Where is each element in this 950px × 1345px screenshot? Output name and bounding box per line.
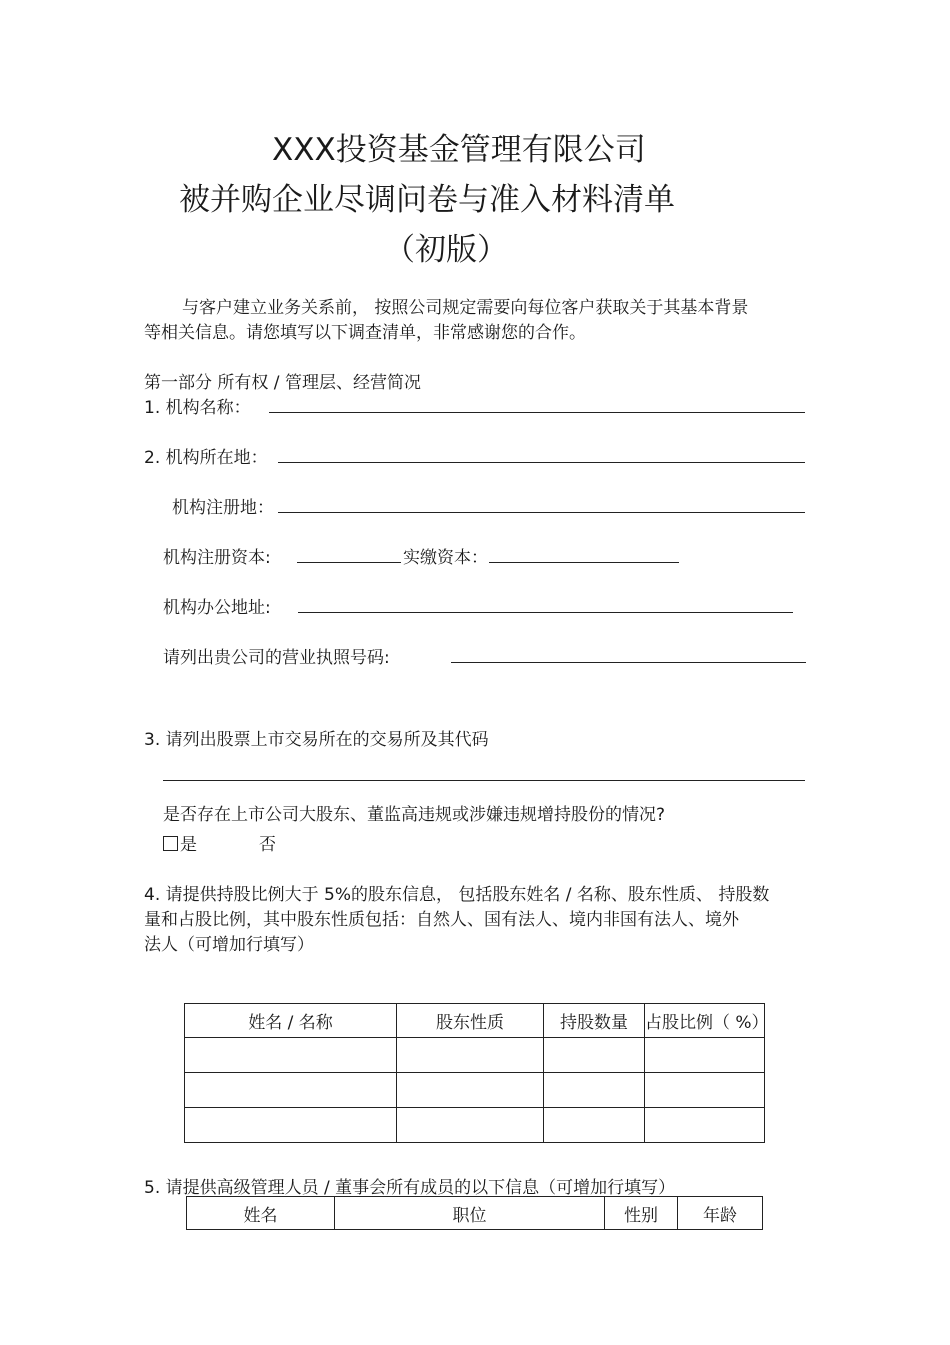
intro-line-2: 等相关信息。请您填写以下调查清单，非常感谢您的合作。 xyxy=(144,323,586,343)
table-cell[interactable] xyxy=(185,1038,397,1073)
q2-label: 2. 机构所在地： xyxy=(144,448,268,468)
reg-capital-label: 机构注册资本: xyxy=(163,548,271,568)
header-gender: 性别 xyxy=(605,1197,678,1230)
q4-line-2: 量和占股比例，其中股东性质包括：自然人、国有法人、境内非国有法人、境外 xyxy=(144,910,739,930)
table-header-row xyxy=(185,1004,765,1038)
table-cell[interactable] xyxy=(185,1073,397,1108)
table-cell[interactable] xyxy=(645,1038,765,1073)
management-table xyxy=(186,1196,763,1230)
reg-place-label: 机构注册地： xyxy=(172,498,274,518)
q5-label: 5. 请提供高级管理人员 / 董事会所有成员的以下信息（可增加行填写） xyxy=(144,1178,676,1198)
table-cell[interactable] xyxy=(397,1108,544,1143)
header-ratio: 占股比例（ %） xyxy=(645,1004,765,1038)
violation-question: 是否存在上市公司大股东、董监高违规或涉嫌违规增持股份的情况? xyxy=(163,805,666,825)
header-position: 职位 xyxy=(335,1197,605,1230)
license-answer-line[interactable] xyxy=(451,662,806,663)
q4-line-1: 4. 请提供持股比例大于 5%的股东信息， 包括股东姓名 / 名称、股东性质、 持股数 xyxy=(144,885,770,905)
table-cell[interactable] xyxy=(645,1108,765,1143)
option-yes[interactable] xyxy=(163,830,197,855)
yes-checkbox[interactable] xyxy=(163,836,178,851)
office-answer-line[interactable] xyxy=(298,612,793,613)
reg-capital-answer-line[interactable] xyxy=(297,562,401,563)
title-company: XXX投资基金管理有限公司 xyxy=(272,132,646,168)
table-cell[interactable] xyxy=(397,1073,544,1108)
table-cell[interactable] xyxy=(544,1073,645,1108)
section-heading: 第一部分 所有权 / 管理层、经营简况 xyxy=(144,373,421,393)
option-yes-label: 是 xyxy=(180,835,197,855)
paid-capital-label: 实缴资本： xyxy=(403,548,488,568)
q3-label: 3. 请列出股票上市交易所在的交易所及其代码 xyxy=(144,730,489,750)
table-row xyxy=(185,1038,765,1073)
header-name: 姓名 / 名称 xyxy=(185,1004,397,1038)
license-label: 请列出贵公司的营业执照号码: xyxy=(163,648,390,668)
table-row xyxy=(185,1108,765,1143)
table-cell[interactable] xyxy=(544,1038,645,1073)
table-cell[interactable] xyxy=(185,1108,397,1143)
table-cell[interactable] xyxy=(397,1038,544,1073)
header-shares: 持股数量 xyxy=(544,1004,645,1038)
title-version: （初版） xyxy=(384,232,508,268)
q1-label: 1. 机构名称： xyxy=(144,398,251,418)
header-age: 年龄 xyxy=(678,1197,763,1230)
table-row xyxy=(185,1073,765,1108)
table-cell[interactable] xyxy=(544,1108,645,1143)
paid-capital-answer-line[interactable] xyxy=(489,562,679,563)
intro-line-1: 与客户建立业务关系前， 按照公司规定需要向每位客户获取关于其基本背景 xyxy=(182,298,749,318)
table-header-row xyxy=(187,1197,763,1230)
reg-place-answer-line[interactable] xyxy=(278,512,805,513)
q3-answer-line[interactable] xyxy=(163,780,805,781)
shareholder-table xyxy=(184,1003,769,1143)
header-name: 姓名 xyxy=(187,1197,335,1230)
q4-line-3: 法人（可增加行填写） xyxy=(144,935,314,955)
office-label: 机构办公地址: xyxy=(163,598,271,618)
q2-answer-line[interactable] xyxy=(278,462,805,463)
header-nature: 股东性质 xyxy=(397,1004,544,1038)
q1-answer-line[interactable] xyxy=(269,412,805,413)
table-cell[interactable] xyxy=(645,1073,765,1108)
title-document: 被并购企业尽调问卷与准入材料清单 xyxy=(179,182,675,218)
option-no[interactable]: 否 xyxy=(259,835,276,855)
